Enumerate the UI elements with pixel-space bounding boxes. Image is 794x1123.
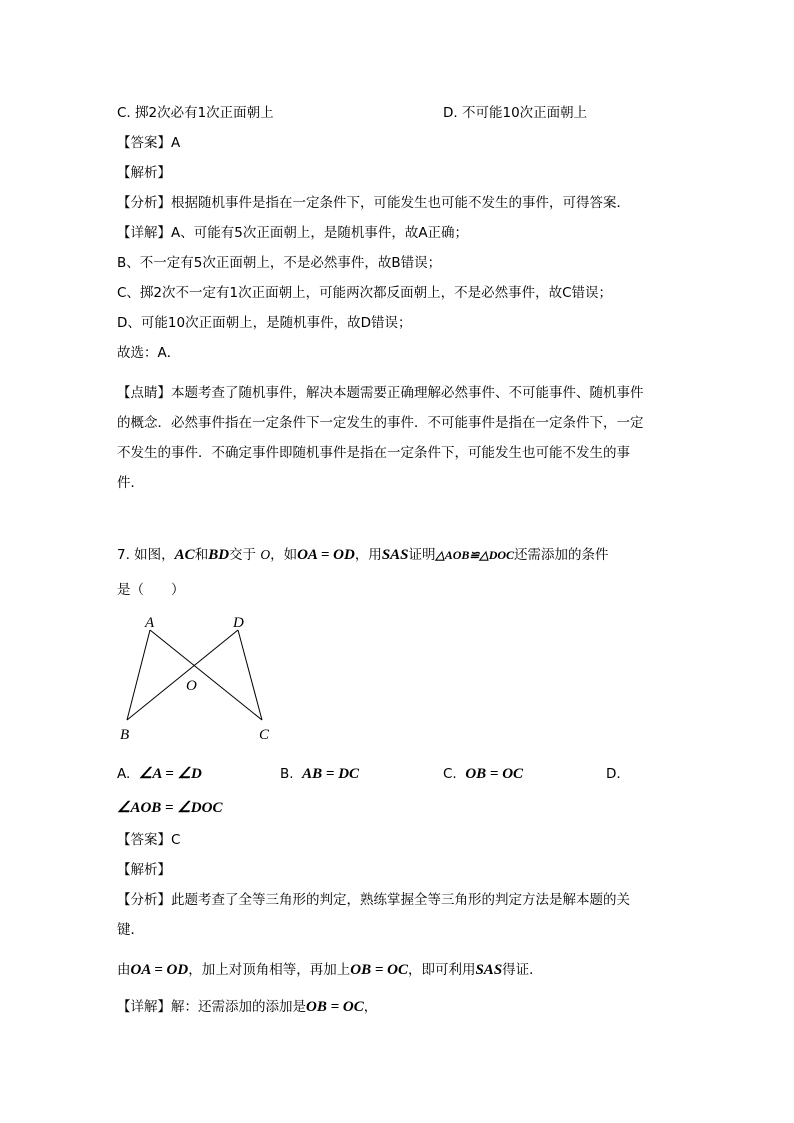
option-c: C. 掷2次必有1次正面朝上	[117, 105, 274, 121]
math: OB = OC	[350, 962, 408, 978]
text: 得证．	[502, 962, 543, 978]
label-c: C	[259, 727, 270, 743]
answer: 【答案】C	[117, 832, 181, 848]
question-7-stem	[117, 546, 609, 564]
comment-line: 的概念．必然事件指在一定条件下一定发生的事件．不可能事件是指在一定条件下，一定	[117, 415, 644, 431]
comment-line: 不发生的事件．不确定事件即随机事件是指在一定条件下，可能发生也可能不发生的事	[117, 445, 630, 461]
segment-dc	[238, 630, 262, 720]
text: ，用	[354, 547, 382, 563]
segment-ab	[127, 630, 150, 720]
math: OB = OC	[306, 999, 364, 1015]
text: 7. 如图，	[117, 547, 175, 563]
text: ，如	[270, 547, 298, 563]
detail-line: D、可能10次正面朝上，是随机事件，故D错误；	[117, 315, 412, 331]
math: SAS	[475, 962, 503, 978]
text: 交于	[229, 547, 257, 563]
option-label: A.	[117, 766, 131, 782]
option-a	[117, 765, 202, 783]
math: SAS	[381, 547, 409, 563]
comment-line: 【点睛】本题考查了随机事件，解决本题需要正确理解必然事件、不可能事件、随机事件	[117, 385, 644, 401]
label-d: D	[233, 615, 244, 631]
reasoning	[117, 961, 543, 979]
segment-ac	[150, 630, 262, 720]
question-7-line2: 是（ ）	[117, 582, 185, 598]
triangle-figure	[110, 608, 290, 748]
detail	[117, 998, 377, 1016]
text: 【详解】解：还需添加的添加是	[117, 999, 306, 1015]
option-label: C.	[443, 766, 457, 782]
option-d: D. 不可能10次正面朝上	[443, 105, 588, 121]
option-b	[280, 765, 359, 783]
detail-line: 故选：A．	[117, 345, 181, 361]
analysis-heading: 【解析】	[117, 165, 171, 181]
option-label: B.	[280, 766, 294, 782]
detail-line: 【详解】A、可能有5次正面朝上，是随机事件，故A正确；	[117, 225, 469, 241]
math: △AOB≌△DOC	[435, 548, 515, 562]
math: OA = OD	[130, 962, 189, 978]
text: 和	[194, 547, 209, 563]
math: BD	[208, 547, 230, 563]
detail-line: B、不一定有5次正面朝上，不是必然事件，故B错误；	[117, 255, 442, 271]
text: 由	[117, 962, 131, 978]
label-b: B	[120, 727, 130, 743]
text: ，加上对顶角相等，再加上	[188, 962, 351, 978]
detail-line: C、掷2次不一定有1次正面朝上，可能两次都反面朝上，不是必然事件，故C错误；	[117, 285, 613, 301]
option-d-math: ∠AOB = ∠DOC	[117, 800, 223, 816]
text: 还需添加的条件	[514, 547, 609, 563]
answer: 【答案】A	[117, 135, 181, 151]
text: ，	[363, 999, 378, 1015]
label-o: O	[186, 678, 197, 694]
math: AC	[174, 547, 195, 563]
option-d-label: D.	[606, 766, 621, 782]
math: O	[260, 547, 271, 562]
segment-db	[127, 630, 238, 720]
math: ∠A = ∠D	[138, 766, 202, 782]
text: 证明	[408, 547, 436, 563]
math: OA = OD	[297, 547, 355, 563]
option-c	[443, 765, 523, 783]
analysis-heading: 【解析】	[117, 862, 171, 878]
analysis: 【分析】此题考查了全等三角形的判定，熟练掌握全等三角形的判定方法是解本题的关	[117, 892, 630, 908]
analysis: 键．	[117, 922, 144, 938]
label-a: A	[145, 615, 155, 631]
comment-line: 件．	[117, 475, 144, 491]
math: AB = DC	[302, 766, 360, 782]
analysis: 【分析】根据随机事件是指在一定条件下，可能发生也可能不发生的事件，可得答案．	[117, 195, 630, 211]
math: OB = OC	[465, 766, 524, 782]
text: ，即可利用	[407, 962, 476, 978]
